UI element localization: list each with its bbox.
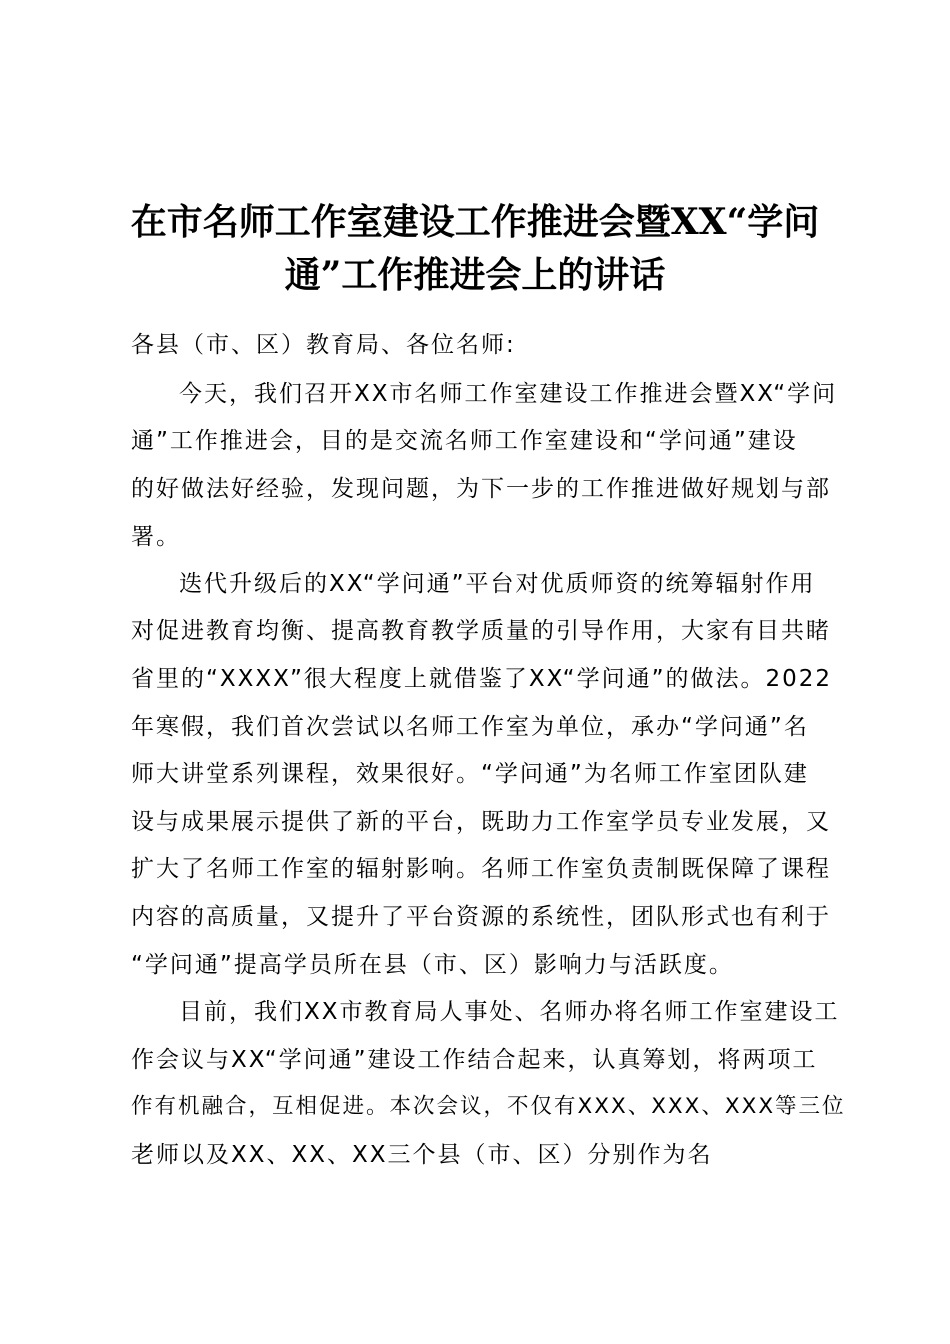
paragraph-line: 迭代升级后的XX“学问通”平台对优质师资的统筹辐射作用: [179, 571, 816, 597]
paragraph-line: 通”工作推进会，目的是交流名师工作室建设和“学问通”建设: [131, 428, 798, 454]
paragraph-line: 今天，我们召开XX市名师工作室建设工作推进会暨XX“学问: [179, 381, 838, 407]
paragraph-line: 师大讲堂系列课程，效果很好。“学问通”为名师工作室团队建: [131, 761, 809, 787]
paragraph-line: “学问通”提高学员所在县（市、区）影响力与活跃度。: [131, 952, 734, 978]
paragraph-line: 作会议与XX“学问通”建设工作结合起来，认真筹划，将两项工: [131, 1047, 818, 1073]
paragraph-line: 对促进教育均衡、提高教育教学质量的引导作用，大家有目共睹: [131, 618, 831, 644]
paragraph-line: 年寒假，我们首次尝试以名师工作室为单位，承办“学问通”名: [131, 714, 809, 740]
paragraph-line: 目前，我们XX市教育局人事处、名师办将名师工作室建设工: [179, 999, 840, 1025]
salutation: 各县（市、区）教育局、各位名师:: [131, 332, 516, 358]
paragraph-line: 内容的高质量，又提升了平台资源的系统性，团队形式也有利于: [131, 904, 831, 930]
paragraph-line: 省里的“XXXX”很大程度上就借鉴了XX“学问通”的做法。2022: [131, 666, 833, 692]
paragraph-line: 署。: [131, 524, 181, 550]
paragraph-line: 扩大了名师工作室的辐射影响。名师工作室负责制既保障了课程: [131, 856, 831, 882]
paragraph-line: 的好做法好经验，发现问题，为下一步的工作推进做好规划与部: [131, 476, 831, 502]
paragraph-line: 作有机融合，互相促进。本次会议，不仅有XXX、XXX、XXX等三位: [131, 1094, 846, 1119]
paragraph-line: 老师以及XX、XX、XX三个县（市、区）分别作为名: [131, 1142, 713, 1168]
document-title: [100, 196, 850, 302]
title-line-2: 通”工作推进会上的讲话: [284, 254, 666, 296]
title-line-1: 在市名师工作室建设工作推进会暨XX“学问: [130, 201, 820, 243]
paragraph-line: 设与成果展示提供了新的平台，既助力工作室学员专业发展，又: [131, 809, 831, 835]
